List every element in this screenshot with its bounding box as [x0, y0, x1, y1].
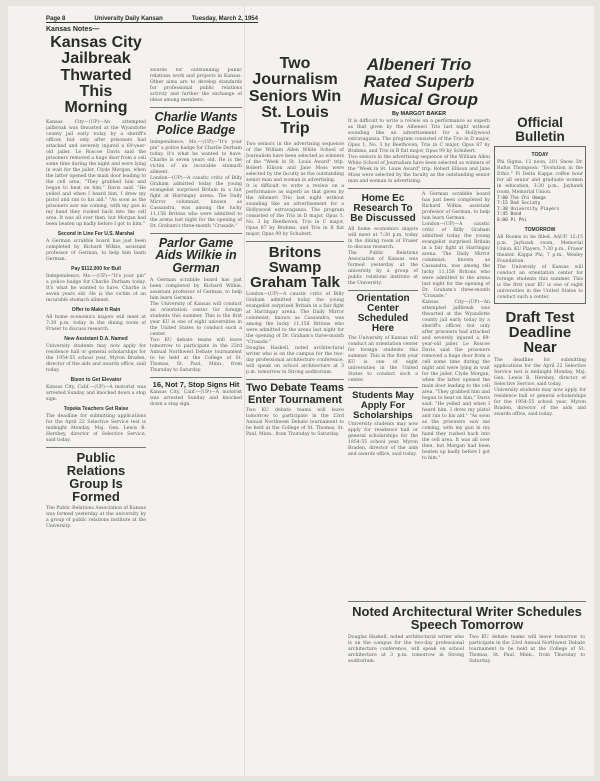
draft-filler: University students may now apply for residence hall or general scholarships for the 1954-55 school year, Myron Braden, director of the aids and awards office, said today.: [494, 388, 586, 418]
architect-story: [348, 598, 586, 773]
orientation-story: The University of Kansas will conduct an orientation center for foreign students this summer. This is the first year KU is one of eight universities in the United States to conduct such a center.: [348, 336, 418, 384]
schedule-line: 7:00 The Chi Omega: [497, 195, 546, 201]
subhead-bull: Pay $112,000 for Bull: [71, 265, 121, 272]
column-3: [246, 56, 344, 771]
debate-headline: Two Debate Teams Enter Tournament: [246, 382, 344, 406]
filler-text: A German scrabble board has just been completed by Richard Wilkie, assistant professor of German, to help him learn German.: [46, 238, 146, 262]
divider: [348, 387, 418, 388]
students-story: University students may now apply for residence hall or general scholarships for the 1954-55 school year, Myron Braden, director of the aids and awards office, said today.: [348, 422, 418, 458]
subhead-bison: Bison to Get Elevator: [70, 376, 122, 383]
pr-story-continued: awards for outstanding public relations work and projects in Kansas. Other aims are to develop standards for professional public relations activity and further the exchange of ideas among members.: [150, 68, 242, 103]
subhead-marshal: Second in Line For U.S. Marshal: [57, 230, 135, 237]
home-ec-filler: The Public Relations Association of Kansas was formed yesterday at the university by a group of public relations institute at the University.: [348, 250, 418, 286]
home-ec-headline: Home Ec Research To Be Discussed: [350, 192, 416, 225]
draft-story: The deadline for submitting applications for the April 22 Selective Service test is midnight Monday, Maj. Gen. Lewis B. Hershey, director of Selective Service, said today.: [494, 358, 586, 388]
charlie-headline: Charlie Wants Police Badge: [154, 110, 238, 137]
divider: [246, 379, 344, 380]
albeneri-headline: Albeneri Trio Rated Superb Musical Group: [359, 56, 479, 109]
architect-body-2: Two KU debate teams will leave tomorrow to participate in the 23rd Annual Northwest Debate tournament to be held at the College of St. Thomas, St. Paul, Minn., from Thursday to Saturday.: [469, 634, 585, 664]
column-1: [46, 26, 146, 776]
issue-date: Tuesday, March 2, 1954: [191, 16, 258, 22]
radio-schedule: [497, 196, 583, 224]
journalism-headline: Two Journalism Seniors Win St. Louis Trip: [248, 56, 342, 138]
charlie-story: Independence, Mo.—(UP)—"It's your pin" a police badge for Charlie Durham today. It's what he wanted to have. Charlie is seven years old. He is the victim of an incurable stomach ailment.: [150, 139, 242, 175]
section-label: Kansas Notes—: [46, 26, 100, 33]
paper-name: University Daily Kansan: [94, 16, 163, 22]
subhead-teachers: Topeka Teachers Get Raise: [63, 405, 129, 412]
col4-split: [348, 192, 490, 462]
parlor-filler: The University of Kansas will conduct an orientation center for foreign students this summer. This is the first year KU is one of eight universities in the United States to conduct such a center.: [150, 301, 242, 337]
filler-text-4: University students may now apply for residence hall or general scholarships for the 1954-55 school year, Myron Braden, director of the aids and awards office, said today.: [46, 343, 146, 373]
parlor-story: A German scrabble board has just been completed by Richard Wilkie, assistant professor of German, to help him learn German.: [150, 277, 242, 301]
col4-left: [348, 192, 418, 462]
today-label: TODAY: [531, 151, 549, 158]
schedule-line: 8:00 Pi Phi: [497, 217, 527, 223]
filler-text-2: Independence, Mo.—(UP)—"It's your pin" a police badge for Charlie Durham today. It's what he wanted to have. Charlie is seven years old. He is the victim of an incurable stomach ailment.: [46, 273, 146, 303]
divider: [150, 233, 242, 234]
albeneri-continued-2: London—(UP)—A caustic critic of Billy Graham admitted today the young evangelist surprised Britain in a fair fight at Harringay arena. The Daily Mirror columnist, known as Cassandra, was among the lucky 11,158 Britons who were admitted to the arena last night for the opening of Dr. Graham's three-month "Crusade.": [422, 221, 490, 299]
filler-text-6: The deadline for submitting applications for the April 22 Selective Service test is midnight Monday, Maj. Gen. Lewis B. Hershey, director of Selective Service, said today.: [46, 413, 146, 443]
divider: [348, 290, 418, 291]
journalism-filler: It is difficult to write a review on a performance as superb as that given by the Albeneri Trio last night without sounding like an advertisement for a Hollywood extravaganza. The program consisted of the Trio in D major, Opus 1, No. 3 by Beethoven, Trio in C major, Opus 87 by Brahms, and Trio in B flat major, Opus 99 by Schubert.: [246, 183, 344, 237]
albeneri-continued-3: Kansas City—(UP)—An attempted jailbreak was thwarted at the Wyandotte county jail early today by a sheriff's officer, but only after prisoners had attacked and severely injured a 69-year-old jailer. Le Roscoe Davis said the prisoners removed a huge door from a cell some time during the night and were lying in wait for the jailer, Clyde Morgan, when the latter opened the main door leading to the cell area. "They grabbed him and began to beat on him," Davis said. "He yelled and when I heard him, I drew my pistol and ran to his aid." "As soon as the prisoners saw me coming, with my gun in my hand they rushed back into the cell area. It was all over then, but Morgan had been beaten up badly before I got to him.": [422, 299, 490, 461]
orientation-headline: Orientation Center Scheduled Here: [356, 292, 410, 335]
parlor-filler-2: Two KU debate teams will leave tomorrow to participate in the 23rd Annual Northwest Debate tournament to be held at the College of St. Thomas, St. Paul, Minn., from Thursday to Saturday.: [150, 337, 242, 373]
divider: [246, 241, 344, 242]
filler-text-3: All home economics majors will meet at 7:30 p.m. today in the dining room of Fraser to discuss research.: [46, 314, 146, 332]
bulletin-filler: The University of Kansas will conduct an orientation center for foreign students this summer. This is the first year KU is one of eight universities in the United States to conduct such a center.: [497, 264, 583, 300]
schedule-line: 7:15 Dad Sociaty: [497, 201, 541, 207]
schedule-line: 7:45 Band: [497, 212, 522, 218]
page-fold: [244, 6, 245, 776]
jailbreak-story: Kansas City—(UP)—An attempted jailbreak was thwarted at the Wyandotte county jail early today by a sheriff's officer, but only after prisoners had attacked and severely injured a 69-year-old jailer. Le Roscoe Davis said the prisoners removed a huge door from a cell some time during the night and were lying in wait for the jailer, Clyde Morgan, when the latter opened the main door leading to the cell area. "They grabbed him and began to beat on him," Davis said. "He yelled and when I heard him, I drew my pistol and ran to his aid." "As soon as the prisoners saw me coming, with my gun in my hand they rushed back into the cell area. It was all over then, but Morgan had been beaten up badly before I got to him.": [46, 119, 146, 227]
albeneri-story: It is difficult to write a review on a performance as superb as that given by the Albeneri Trio last night without sounding like an advertisement for a Hollywood extravaganza. The program consisted of the Trio in D major, Opus 1, No. 3 by Beethoven, Trio in C major, Opus 87 by Brahms, and Trio in B flat major, Opus 99 by Schubert.: [348, 118, 490, 154]
tomorrow-label: TOMORROW: [524, 226, 556, 233]
albeneri-filler: Two seniors in the advertising sequence of the William Allen White School of Journalism have been selected as winners of the "Week in St. Louis Award" trip. Robert Ellison and Jane Moss were selected by the faculty as the outstanding senior man and woman in advertising.: [348, 154, 490, 184]
architect-columns: [348, 635, 586, 665]
britons-story: London—(UP)—A caustic critic of Billy Graham admitted today the young evangelist surprised Britain in a fair fight at Harringay arena. The Daily Mirror columnist, known as Cassandra, was among the lucky 11,158 Britons who were admitted to the arena last night for the opening of Dr. Graham's three-month "Crusade.": [246, 292, 344, 346]
divider: [150, 377, 242, 378]
bulletin-today: Phi Sigma, 12 noon, 201 Snow. Dr. Rufus Thompson: "Evolution in the Ethic." Pi Delta Kappa coffee hour for all senior and graduate women in education, 3:30 p.m., Jayhawk room, Memorial Union.: [497, 159, 583, 195]
britons-headline: Britons Swamp Graham Talk: [250, 243, 340, 292]
column-2: [150, 68, 242, 768]
bulletin-tomorrow: All Rooms to be filled. AAUP, 12:15 p.m. Jayhawk room, Memorial Union. KU Players, 7:30 p.m., Fraser theater. Kappa Phi, 7 p.m., Wesley Foundation.: [497, 234, 583, 264]
newspaper-page: [8, 6, 594, 776]
divider: [46, 447, 146, 448]
pr-story: The Public Relations Association of Kansas was formed yesterday at the university by a group of public relations institute at the University.: [46, 505, 146, 529]
subhead-rain: Offer to Make It Rain: [71, 306, 121, 313]
parlor-headline: Parlor Game Aids Wilkie in German: [155, 235, 237, 275]
pr-headline: Public Relations Group Is Formed: [66, 449, 126, 505]
debate-story: Two KU debate teams will leave tomorrow to participate in the 23rd Annual Northwest Debate tournament to be held at the College of St. Thomas, St. Paul, Minn., from Thursday to Saturday.: [246, 407, 344, 437]
architect-headline: Noted Architectural Writer Schedules Speech Tomorrow: [352, 604, 582, 633]
jailbreak-headline: Kansas City Jailbreak Thwarted This Morning: [50, 34, 142, 117]
page-number: Page 8: [46, 16, 66, 22]
bulletin-box: [494, 146, 586, 304]
charlie-filler: London—(UP)—A caustic critic of Billy Graham admitted today the young evangelist surprised Britain in a fair fight at Harringay arena. The Daily Mirror columnist, known as Cassandra, was among the lucky 11,158 Britons who were admitted to the arena last night for the opening of Dr. Graham's three-month "Crusade.": [150, 175, 242, 229]
subhead-da: New Assistant D.A. Named: [64, 335, 128, 342]
column-5: [494, 116, 586, 596]
albeneri-continued: A German scrabble board has just been completed by Richard Wilkie, assistant professor of German, to help him learn German.: [422, 191, 490, 221]
journalism-story: Two seniors in the advertising sequence of the William Allen White School of Journalism have been selected as winners of the "Week in St. Louis Award" trip. Robert Ellison and Jane Moss were selected by the faculty as the outstanding senior man and woman in advertising.: [246, 141, 344, 183]
col4-right: [422, 192, 490, 462]
schedule-line: 7:30 University Players: [497, 206, 560, 212]
britons-filler: Douglas Haskell, noted architectural writer who is on the campus for the two-day professional architecture conference, will speak on school architecture at 3 p.m. tomorrow in Strong auditorium.: [246, 346, 344, 376]
divider: [348, 188, 490, 189]
architect-body: Douglas Haskell, noted architectural writer who is on the campus for the two-day professional architecture conference, will speak on school architecture at 3 p.m. tomorrow in Strong auditorium.: [348, 634, 464, 664]
masthead: [46, 10, 258, 23]
filler-text-5: Kansas City, Calif.—(UP)—A motorist was arrested Sunday and knocked down a stop sign.: [46, 384, 146, 402]
divider: [348, 601, 586, 602]
bulletin-headline: Official Bulletin: [515, 116, 565, 144]
students-headline: Students May Apply For Scholarships: [352, 390, 414, 421]
divider: [150, 107, 242, 108]
stop-signs-story: Kansas City, Calif.—(UP)—A motorist was arrested Sunday and knocked down a stop sign.: [150, 390, 242, 408]
home-ec-story: All home economics majors will meet at 7:30 p.m. today in the dining room of Fraser to discuss research.: [348, 226, 418, 250]
draft-headline: Draft Test Deadline Near: [505, 308, 575, 357]
stop-signs-headline: 16, Not 7, Stop Signs Hit: [152, 379, 240, 389]
albeneri-byline: By MARGOT BAKER: [391, 110, 447, 117]
